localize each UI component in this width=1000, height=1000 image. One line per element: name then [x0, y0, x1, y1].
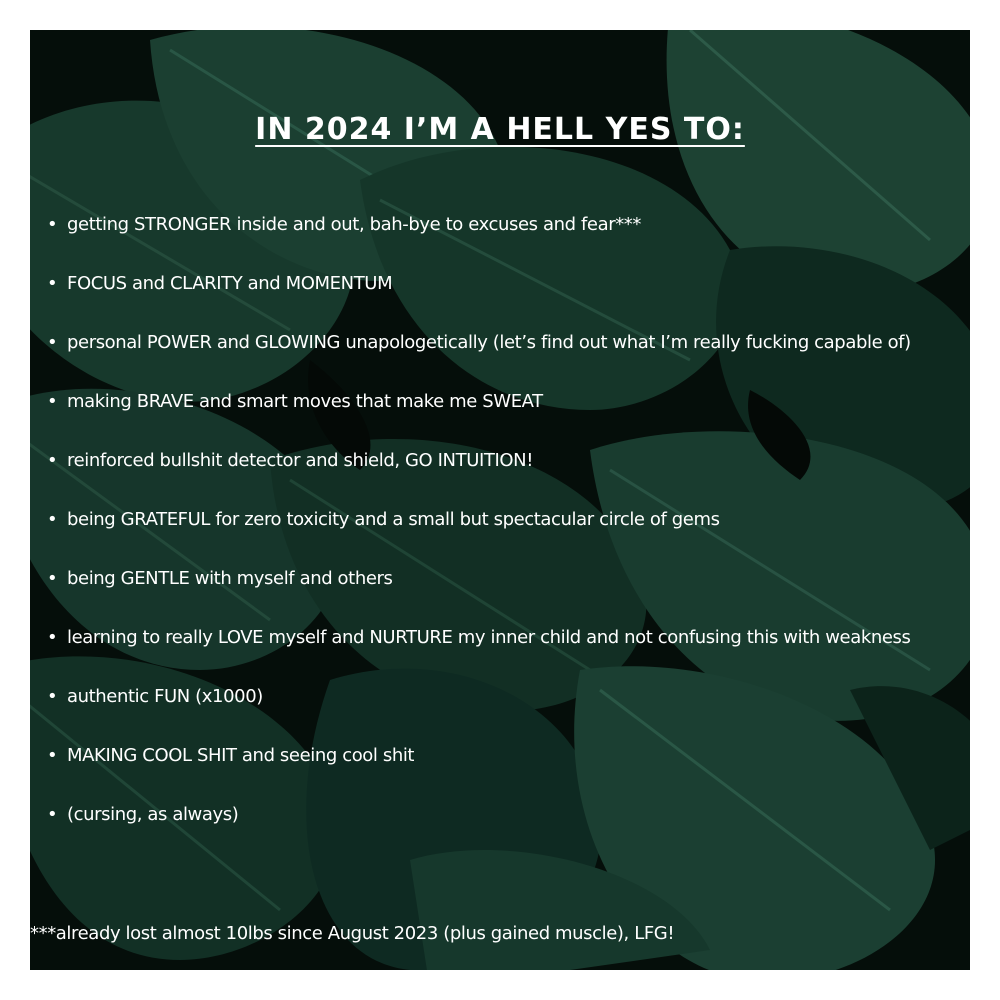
list-item-text: authentic FUN (x1000)	[67, 686, 263, 707]
list-item-text: (cursing, as always)	[67, 804, 239, 825]
list-item-text: MAKING COOL SHIT and seeing cool shit	[67, 745, 415, 766]
list-item-text: learning to really LOVE myself and NURTURE my inner child and not confusing this with weakness	[67, 627, 911, 648]
list-item	[44, 210, 966, 240]
leaf-image-panel	[30, 30, 970, 970]
list-item	[44, 682, 966, 712]
bullet-icon: •	[47, 214, 58, 235]
bullet-icon: •	[47, 627, 58, 648]
page-title: IN 2024 I’M A HELL YES TO:	[255, 112, 745, 147]
list-item-text: making BRAVE and smart moves that make me SWEAT	[67, 391, 543, 412]
resolution-list	[44, 210, 966, 859]
list-item	[44, 741, 966, 771]
list-item	[44, 505, 966, 535]
bullet-icon: •	[47, 804, 58, 825]
bullet-icon: •	[47, 332, 58, 353]
list-item-text: reinforced bullshit detector and shield, GO INTUITION!	[67, 450, 534, 471]
bullet-icon: •	[47, 450, 58, 471]
list-item	[44, 269, 966, 299]
bullet-icon: •	[47, 686, 58, 707]
list-item	[44, 328, 966, 358]
list-item-text: FOCUS and CLARITY and MOMENTUM	[67, 273, 393, 294]
bullet-icon: •	[47, 273, 58, 294]
bullet-icon: •	[47, 745, 58, 766]
list-item-text: being GRATEFUL for zero toxicity and a small but spectacular circle of gems	[67, 509, 720, 530]
list-item	[44, 564, 966, 594]
list-item	[44, 623, 966, 653]
list-item-text: being GENTLE with myself and others	[67, 568, 393, 589]
bullet-icon: •	[47, 568, 58, 589]
list-item	[44, 800, 966, 830]
list-item-text: personal POWER and GLOWING unapologetically (let’s find out what I’m really fucking capable of)	[67, 332, 911, 353]
footnote: ***already lost almost 10lbs since August 2023 (plus gained muscle), LFG!	[30, 923, 675, 944]
list-item-text: getting STRONGER inside and out, bah-bye to excuses and fear***	[67, 214, 642, 235]
bullet-icon: •	[47, 391, 58, 412]
bullet-icon: •	[47, 509, 58, 530]
list-item	[44, 446, 966, 476]
list-item	[44, 387, 966, 417]
